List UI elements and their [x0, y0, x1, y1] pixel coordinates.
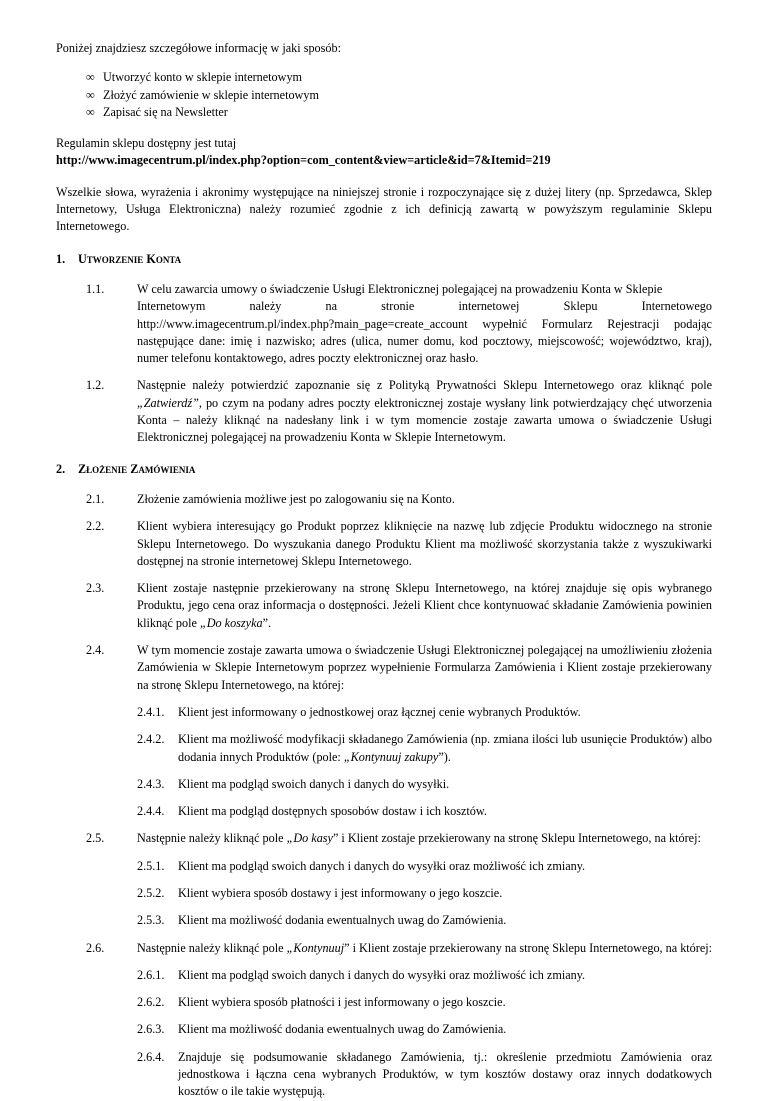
subclause-text: Klient wybiera sposób dostawy i jest informowany o jego koszcie.: [178, 885, 503, 900]
subclause: [137, 912, 712, 929]
section-account: [56, 251, 712, 447]
bullet-list: [56, 69, 712, 121]
subclause: [137, 1021, 712, 1038]
clause-text: ”.: [262, 615, 272, 630]
list-item-text: Złożyć zamówienie w sklepie internetowym: [103, 87, 319, 102]
section-number: 2.: [56, 461, 66, 476]
clause-number: 2.6.: [86, 940, 105, 955]
subclause-number: 2.5.2.: [137, 885, 165, 900]
subclause-text: Klient ma możliwość dodania ewentualnych uwag do Zamówienia.: [178, 913, 507, 928]
subclause: [137, 885, 712, 902]
subclause: [137, 967, 712, 984]
clause-body: [137, 377, 712, 446]
list-item: [86, 69, 712, 86]
clause-number: 2.4.: [86, 643, 105, 658]
section-heading: [56, 461, 712, 478]
subclause: [137, 731, 712, 766]
clause-text: Klient wybiera interesujący go Produkt poprzez kliknięcie na nazwę lub zdjęcie Produktu widocznego na stronie Sklepu Internetowego. Do wyszukania danego Produktu Klient ma możliwość skorzystania także z wyszukiwarki dostępnej na stronie internetowej Sklepu Internetowego.: [137, 519, 712, 568]
clause-line: następujące dane: imię i nazwisko; adres (ulica, numer domu, kod pocztowy, miejscowość; województwo, kraj), numer telefonu kontaktowego, adres poczty elektronicznej oraz hasło.: [137, 333, 712, 366]
list-item: [86, 87, 712, 104]
clause: [86, 830, 712, 929]
clause-body: [137, 281, 712, 367]
infinity-bullet-icon: ∞: [86, 87, 95, 102]
clause-text-line: [137, 940, 712, 957]
clause: [86, 518, 712, 570]
field-name: „Do kasy: [286, 831, 333, 846]
clause-number: 1.1.: [86, 281, 105, 296]
clause-word: podając: [674, 316, 712, 331]
section-title: Utworzenie Konta: [78, 251, 182, 266]
subclause-text: Klient ma podgląd swoich danych i danych do wysyłki oraz możliwość ich zmiany.: [178, 967, 586, 982]
clause-text: Klient zostaje następnie przekierowany na stronę Sklepu Internetowego, na której znajduje się opis wybranego Produktu, jego cena oraz informacja o dostępności. Jeżeli Klient chce kontynuować składanie Zamówienia powinien kliknąć pole: [137, 581, 712, 630]
field-name: „Kontynuuj zakupy: [343, 749, 439, 764]
subclause: [137, 776, 712, 793]
clause-text: W tym momencie zostaje zawarta umowa o świadczenie Usługi Elektronicznej polegającej na umożliwieniu złożenia Zamówienia w Sklepie Internetowym poprzez wypełnienie Formularza Zamówienia i Klient zostaje przekierowany na stronę Sklepu Internetowego, na której:: [137, 643, 712, 692]
clause: [86, 377, 712, 446]
subclause-number: 2.4.2.: [137, 732, 165, 747]
subclause-text: Klient ma podgląd swoich danych i danych do wysyłki oraz możliwość ich zmiany.: [178, 858, 586, 873]
clause-line: [137, 316, 712, 333]
subclause: [137, 858, 712, 875]
subclause-text: Klient ma możliwość modyfikacji składanego Zamówienia (np. zmiana ilości lub usunięcie Produktów) albo dodania innych Produktów (pole:: [178, 732, 712, 764]
clause-body: [137, 580, 712, 632]
infinity-bullet-icon: ∞: [86, 70, 95, 85]
list-item-text: Utworzyć konto w sklepie internetowym: [103, 70, 303, 85]
clause-text: ” i Klient zostaje przekierowany na stronę Sklepu Internetowego, na której:: [332, 831, 701, 846]
clause: [86, 580, 712, 632]
section-order: [56, 461, 712, 1101]
list-item: [86, 104, 712, 121]
subclause-number: 2.6.4.: [137, 1049, 165, 1064]
subclause-number: 2.4.1.: [137, 704, 165, 719]
subclause-text: Klient ma podgląd swoich danych i danych do wysyłki.: [178, 776, 450, 791]
clause-word: należy: [249, 299, 282, 314]
clause-word: Internetowym: [137, 299, 206, 314]
clause-text: Następnie należy potwierdzić zapoznanie się z Polityką Prywatności Sklepu Internetowego oraz kliknąć pole: [137, 378, 712, 393]
clause-text: Następnie należy kliknąć pole: [137, 940, 287, 955]
clause-number: 1.2.: [86, 378, 105, 393]
regulamin-link[interactable]: http://www.imagecentrum.pl/index.php?option=com_content&view=article&id=7&Itemid=219: [56, 153, 551, 168]
subclause-number: 2.6.3.: [137, 1022, 165, 1037]
section-heading: [56, 251, 712, 268]
clause-text: Następnie należy kliknąć pole: [137, 831, 287, 846]
subclause-number: 2.6.2.: [137, 995, 165, 1010]
clause-word: stronie: [381, 299, 415, 314]
infinity-bullet-icon: ∞: [86, 104, 95, 119]
subclause: [137, 1049, 712, 1101]
field-name: „Kontynuuj: [286, 940, 345, 955]
subclause-number: 2.6.1.: [137, 967, 165, 982]
clause: [86, 281, 712, 367]
clause-number: 2.5.: [86, 831, 105, 846]
subclause-text: Klient ma możliwość dodania ewentualnych uwag do Zamówienia.: [178, 1022, 507, 1037]
clause-number: 2.2.: [86, 519, 105, 534]
clause-text-line: [137, 830, 712, 847]
clause-body: [137, 830, 712, 929]
clause-number: 2.1.: [86, 491, 105, 506]
definitions-paragraph: Wszelkie słowa, wyrażenia i akronimy występujące na niniejszej stronie i rozpoczynające się z dużej litery (np. Sprzedawca, Sklep Internetowy, Usługa Elektroniczna) należy rozumieć zgodnie z ich definicją zawartą w powyższym regulaminie Sklepu Internetowego.: [56, 184, 712, 234]
subclause-number: 2.4.3.: [137, 776, 165, 791]
clause-text: , po czym na podany adres poczty elektronicznej zostaje wysłany link potwierdzający chęć utworzenia Konta – należy kliknąć na nadesłany link i w tym momencie zostaje zawarta umowa o świadczenie Usługi Elektronicznej polegającej na prowadzeniu Konta w Sklepie Internetowym.: [137, 395, 712, 445]
field-name: „Do koszyka: [199, 615, 263, 630]
clause: [86, 642, 712, 820]
clause: [86, 491, 712, 508]
section-title: Złożenie Zamówienia: [78, 461, 196, 476]
subclause-number: 2.4.4.: [137, 804, 165, 819]
clause-number: 2.3.: [86, 581, 105, 596]
section-number: 1.: [56, 251, 66, 266]
subclause-text: Znajduje się podsumowanie składanego Zamówienia, tj.: określenie przedmiotu Zamówienia oraz jednostkowa i łączna cena wybranych Produktów, w tym kosztów dostawy oraz innych dodatkowych kosztów o ile takie występują.: [178, 1049, 712, 1099]
subclause-text: ”).: [438, 749, 451, 764]
clause-word: Internetowego: [641, 299, 712, 314]
create-account-link[interactable]: http://www.imagecentrum.pl/index.php?main_page=create_account: [137, 316, 468, 331]
subclause: [137, 994, 712, 1011]
clause-line: [137, 298, 712, 315]
list-item-text: Zapisać się na Newsletter: [103, 104, 228, 119]
subclause-number: 2.5.1.: [137, 858, 165, 873]
intro-text: Poniżej znajdziesz szczegółowe informację w jaki sposób:: [56, 41, 341, 55]
clause-body: [137, 642, 712, 820]
clause-word: Formularz: [541, 316, 593, 331]
clause-body: [137, 940, 712, 1101]
subclause-number: 2.5.3.: [137, 913, 165, 928]
subclause-text: Klient wybiera sposób płatności i jest informowany o jego koszcie.: [178, 995, 506, 1010]
subclause-text: Klient jest informowany o jednostkowej oraz łącznej cenie wybranych Produktów.: [178, 704, 581, 719]
clause-text: ” i Klient zostaje przekierowany na stronę Sklepu Internetowego, na której:: [344, 940, 713, 955]
clause-word: wypełnić: [482, 316, 528, 331]
clause-word: internetowej: [458, 299, 520, 314]
regulamin-label: Regulamin sklepu dostępny jest tutaj: [56, 136, 237, 151]
clause-line: W celu zawarcia umowy o świadczenie Usługi Elektronicznej polegającej na prowadzeniu Konta w Sklepie: [137, 281, 663, 296]
subclause-text: Klient ma podgląd dostępnych sposobów dostaw i ich kosztów.: [178, 804, 487, 819]
subclause: [137, 803, 712, 820]
subclause-body: [178, 731, 712, 766]
clause-word: Sklepu: [563, 299, 598, 314]
clause-word: Rejestracji: [607, 316, 660, 331]
field-name: „Zatwierdź”: [137, 395, 199, 410]
clause-word: na: [325, 299, 338, 314]
clause-text: Złożenie zamówienia możliwe jest po zalogowaniu się na Konto.: [137, 491, 455, 506]
subclause: [137, 704, 712, 721]
clause: [86, 940, 712, 1101]
